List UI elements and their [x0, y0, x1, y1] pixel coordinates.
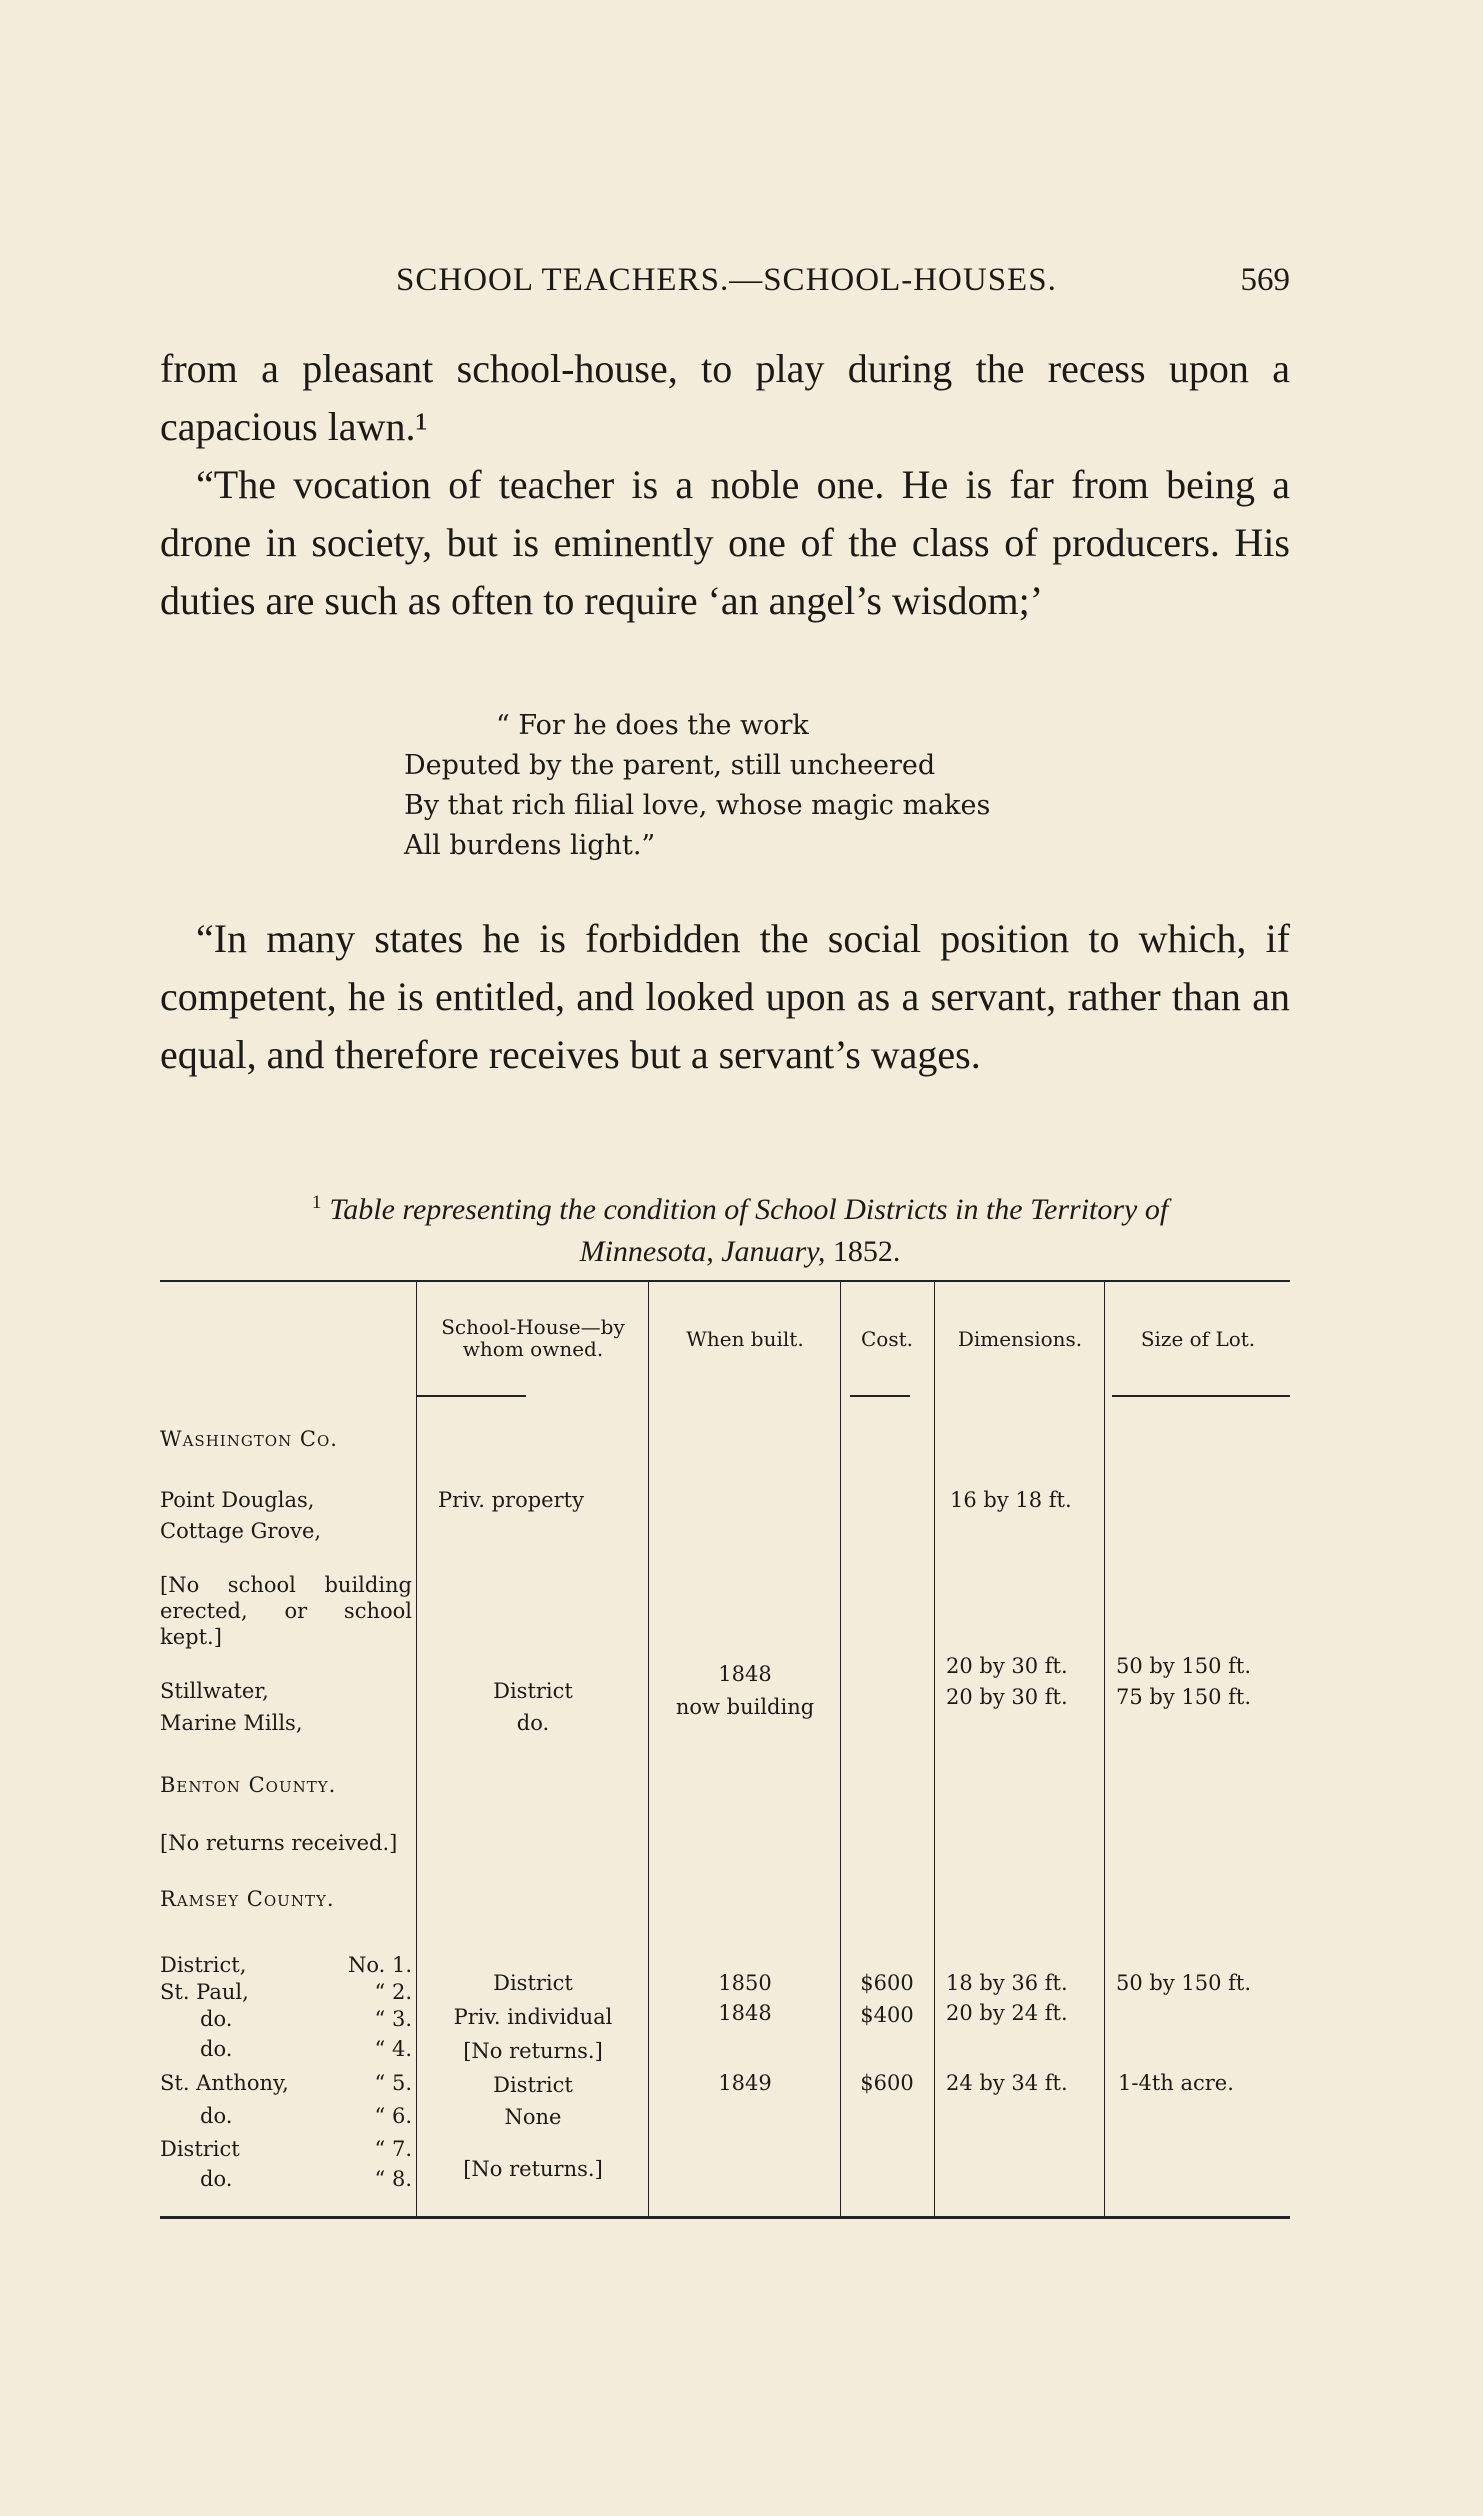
district-number: No. 1.	[347, 1953, 412, 1977]
verse-line: “ For he does the work	[496, 710, 809, 741]
page-header	[160, 262, 1290, 312]
owned-value: do.	[516, 1711, 550, 1735]
verse-quote	[404, 706, 990, 866]
verse-line: Deputed by the parent, still uncheered	[404, 750, 936, 781]
column-divider	[416, 1282, 417, 2216]
cost-value: $400	[860, 2003, 914, 2027]
district-name: do.	[200, 2167, 233, 2191]
verse-line: All burdens light.”	[404, 830, 656, 861]
caption-year: 1852.	[832, 1235, 901, 1268]
lot-value: 75 by 150 ft.	[1116, 1685, 1252, 1709]
note-no-building: [No school building erected, or school kept.]	[160, 1573, 412, 1649]
district-name: do.	[200, 2037, 233, 2061]
body-text-lower	[160, 910, 1290, 1084]
paragraph-1: from a pleasant school-house, to play during the recess upon a capacious lawn.¹	[160, 346, 1290, 449]
built-value: 1848	[718, 2001, 772, 2025]
owned-value: [No returns.]	[463, 2157, 603, 2181]
dimensions-value: 24 by 34 ft.	[946, 2071, 1068, 2095]
location-name: Stillwater,	[160, 1679, 269, 1703]
district-number: “ 4.	[374, 2037, 412, 2061]
paragraph-2: “The vocation of teacher is a noble one. He is far from being a drone in society, but is eminently one of the class of producers. His duties are such as often to require ‘an angel’s wisdom;’	[160, 462, 1290, 623]
header-lot: Size of Lot.	[1140, 1327, 1256, 1351]
header-built: When built.	[686, 1327, 804, 1351]
lot-value: 50 by 150 ft.	[1116, 1654, 1252, 1678]
column-divider	[1104, 1282, 1105, 2216]
paragraph-3: “In many states he is forbidden the social position to which, if competent, he is entitled, and looked upon as a servant, rather than an equal, and therefore receives but a servant’s wages.	[160, 916, 1290, 1077]
owned-value: Priv. property	[438, 1488, 584, 1512]
dimensions-value: 20 by 30 ft.	[946, 1654, 1068, 1678]
running-head: SCHOOL TEACHERS.—SCHOOL-HOUSES.	[396, 262, 1057, 298]
district-number: “ 2.	[374, 1980, 412, 2004]
footnote-caption	[190, 1182, 1290, 1273]
footnote-mark: 1	[311, 1192, 322, 1213]
lot-value: 1-4th acre.	[1118, 2071, 1234, 2095]
built-value: 1848	[718, 1662, 772, 1686]
page-number: 569	[1240, 262, 1290, 298]
location-name: Point Douglas,	[160, 1488, 315, 1512]
built-value: now building	[675, 1695, 815, 1719]
lot-value: 50 by 150 ft.	[1116, 1971, 1252, 1995]
cost-value: $600	[860, 2071, 914, 2095]
table-top-rule	[160, 1280, 1290, 1282]
location-name: Cottage Grove,	[160, 1519, 322, 1543]
section-heading: Ramsey County.	[160, 1887, 335, 1911]
dimensions-value: 20 by 30 ft.	[946, 1685, 1068, 1709]
dimensions-value: 20 by 24 ft.	[946, 2001, 1068, 2025]
table-bottom-rule	[160, 2216, 1290, 2219]
district-name: District,	[160, 1953, 247, 1977]
district-number: “ 6.	[374, 2104, 412, 2128]
header-cost: Cost.	[860, 1327, 913, 1351]
body-text-upper	[160, 340, 1290, 630]
owned-value: District	[493, 2073, 573, 2097]
district-name: do.	[200, 2104, 233, 2128]
district-name: do.	[200, 2007, 233, 2031]
school-districts-table	[160, 1280, 1290, 2220]
dimensions-value: 18 by 36 ft.	[946, 1971, 1068, 1995]
location-name: Marine Mills,	[160, 1711, 303, 1735]
caption-line-2: Minnesota, January,	[579, 1235, 826, 1268]
district-number: “ 3.	[374, 2007, 412, 2031]
owned-value: Priv. individual	[453, 2005, 613, 2029]
owned-value: [No returns.]	[463, 2039, 603, 2063]
owned-value: None	[504, 2105, 562, 2129]
note-no-returns: [No returns received.]	[160, 1831, 398, 1855]
district-name: District	[160, 2137, 240, 2161]
district-number: “ 8.	[374, 2167, 412, 2191]
column-divider	[648, 1282, 649, 2216]
section-heading: Washington Co.	[160, 1427, 338, 1451]
column-divider	[934, 1282, 935, 2216]
cost-value: $600	[860, 1971, 914, 1995]
caption-line-1: Table representing the condition of School Districts in the Territory of	[329, 1193, 1169, 1226]
header-rule	[1112, 1395, 1290, 1397]
district-name: St. Paul,	[160, 1980, 249, 2004]
built-value: 1850	[718, 1971, 772, 1995]
built-value: 1849	[718, 2071, 772, 2095]
district-number: “ 7.	[374, 2137, 412, 2161]
header-dimensions: Dimensions.	[957, 1327, 1083, 1351]
header-rule	[416, 1395, 526, 1397]
verse-line: By that rich filial love, whose magic makes	[404, 790, 991, 821]
dimensions-value: 16 by 18 ft.	[950, 1488, 1072, 1512]
district-number: “ 5.	[374, 2071, 412, 2095]
header-rule	[850, 1395, 910, 1397]
owned-value: District	[493, 1679, 573, 1703]
owned-value: District	[493, 1971, 573, 1995]
district-name: St. Anthony,	[160, 2071, 289, 2095]
header-owned: School-House—by whom owned.	[441, 1315, 625, 1361]
section-heading: Benton County.	[160, 1773, 337, 1797]
